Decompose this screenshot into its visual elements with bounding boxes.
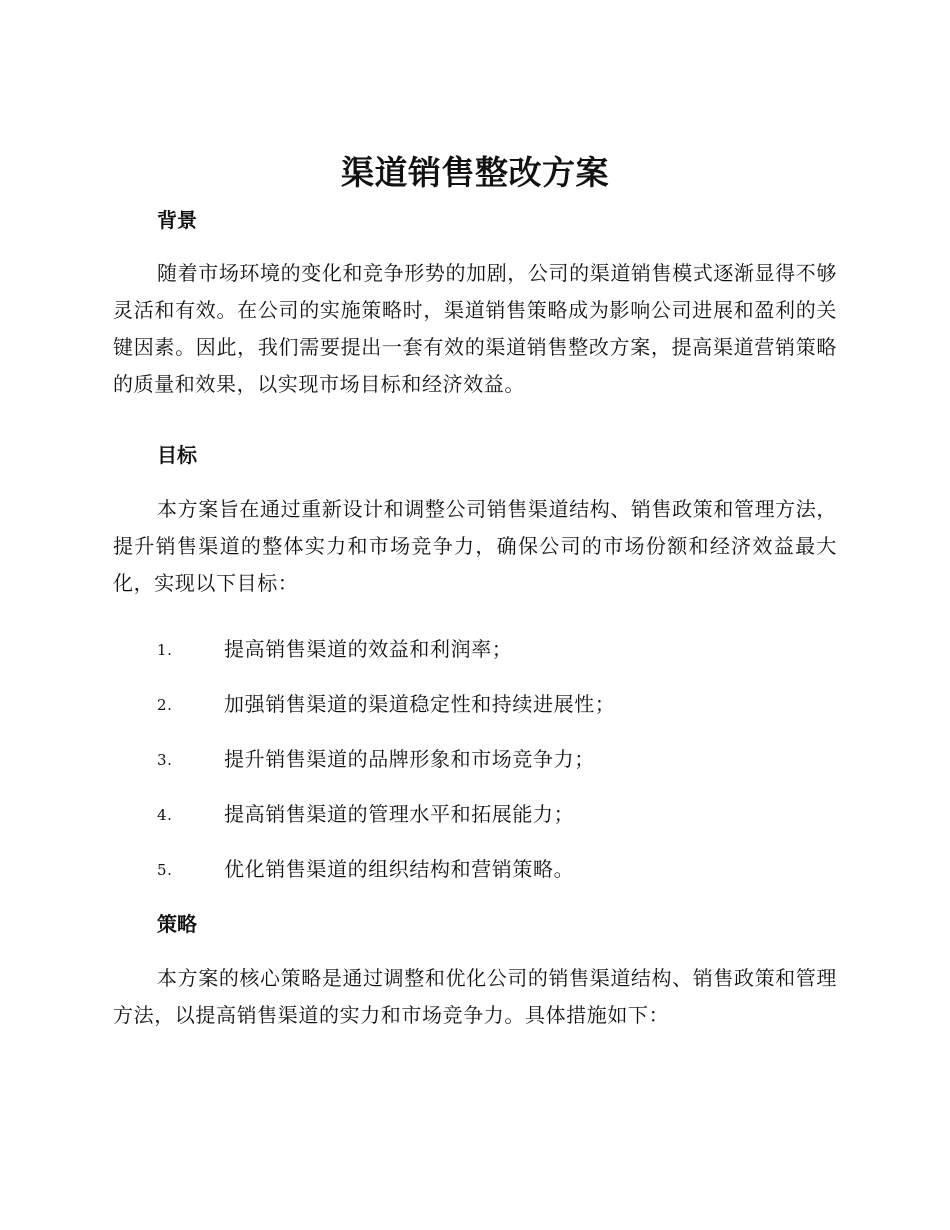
- goal-number: 5.: [157, 861, 173, 879]
- goal-text: 提高销售渠道的管理水平和拓展能力；: [224, 802, 575, 826]
- goal-number: 1.: [157, 641, 173, 659]
- section-heading-background: 背景: [157, 208, 197, 232]
- goal-text: 提高销售渠道的效益和利润率；: [224, 637, 513, 661]
- goal-text: 优化销售渠道的组织结构和营销策略。: [224, 857, 575, 881]
- goals-paragraph: 本方案旨在通过重新设计和调整公司销售渠道结构、销售政策和管理方法，提升销售渠道的整体实力和市场竞争力，确保公司的市场份额和经济效益最大化，实现以下目标：: [113, 497, 837, 595]
- goal-number: 4.: [157, 806, 173, 824]
- section-heading-strategy: 策略: [157, 912, 197, 936]
- goal-number: 3.: [157, 751, 173, 769]
- goal-number: 2.: [157, 696, 173, 714]
- document-title: 渠道销售整改方案: [341, 153, 609, 192]
- goal-text: 加强销售渠道的渠道稳定性和持续进展性；: [224, 692, 616, 716]
- section-heading-goals: 目标: [157, 443, 197, 467]
- strategy-paragraph: 本方案的核心策略是通过调整和优化公司的销售渠道结构、销售政策和管理方法，以提高销售渠道的实力和市场竞争力。具体措施如下：: [113, 966, 837, 1027]
- goal-text: 提升销售渠道的品牌形象和市场竞争力；: [224, 747, 595, 771]
- background-paragraph: 随着市场环境的变化和竞争形势的加剧，公司的渠道销售模式逐渐显得不够灵活和有效。在公司的实施策略时，渠道销售策略成为影响公司进展和盈利的关键因素。因此，我们需要提出一套有效的渠道销售整改方案，提高渠道营销策略的质量和效果，以实现市场目标和经济效益。: [113, 261, 837, 396]
